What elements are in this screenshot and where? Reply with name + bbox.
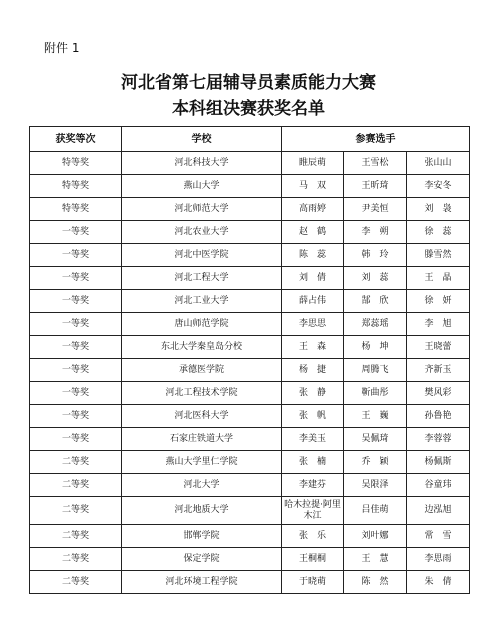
- participant-cell: 刘 袅: [407, 198, 470, 221]
- participant-cell: 张 楠: [282, 451, 344, 474]
- award-cell: 特等奖: [30, 198, 122, 221]
- header-award: 获奖等次: [30, 127, 122, 152]
- participant-cell: 常 雪: [407, 525, 470, 548]
- participant-cell: 薛占伟: [282, 290, 344, 313]
- table-row: [30, 244, 470, 267]
- table-row: [30, 313, 470, 336]
- participant-cell: 王 森: [282, 336, 344, 359]
- participant-cell: 李思思: [282, 313, 344, 336]
- participant-cell: 李美玉: [282, 428, 344, 451]
- participant-cell: 谷童玮: [407, 474, 470, 497]
- participant-cell: 韩 玲: [344, 244, 407, 267]
- participant-cell: 靳曲彤: [344, 382, 407, 405]
- header-school: 学校: [122, 127, 282, 152]
- participant-cell: 吴佩琦: [344, 428, 407, 451]
- award-cell: 一等奖: [30, 382, 122, 405]
- participant-cell: 周腾飞: [344, 359, 407, 382]
- school-cell: 河北工业大学: [122, 290, 282, 313]
- participant-cell: 高雨婷: [282, 198, 344, 221]
- school-cell: 河北环境工程学院: [122, 571, 282, 594]
- table-row: [30, 382, 470, 405]
- participant-cell: 王 巍: [344, 405, 407, 428]
- table-row: [30, 451, 470, 474]
- table-row: [30, 571, 470, 594]
- participant-cell: 杨佩斯: [407, 451, 470, 474]
- school-cell: 燕山大学: [122, 175, 282, 198]
- award-cell: 二等奖: [30, 525, 122, 548]
- award-cell: 二等奖: [30, 451, 122, 474]
- participant-cell: 于晓萌: [282, 571, 344, 594]
- participant-cell: 张 乐: [282, 525, 344, 548]
- participant-cell: 齐新玉: [407, 359, 470, 382]
- award-cell: 二等奖: [30, 497, 122, 525]
- school-cell: 河北农业大学: [122, 221, 282, 244]
- participant-cell: 杨 捷: [282, 359, 344, 382]
- school-cell: 河北地质大学: [122, 497, 282, 525]
- participant-cell: 赵 鹤: [282, 221, 344, 244]
- participant-cell: 王 晶: [407, 267, 470, 290]
- school-cell: 唐山师范学院: [122, 313, 282, 336]
- award-cell: 一等奖: [30, 359, 122, 382]
- table-row: [30, 175, 470, 198]
- table-row: [30, 525, 470, 548]
- school-cell: 石家庄铁道大学: [122, 428, 282, 451]
- participant-cell: 朱 倩: [407, 571, 470, 594]
- participant-cell: 吕佳萌: [344, 497, 407, 525]
- table-row: [30, 336, 470, 359]
- table-row: [30, 497, 470, 525]
- document-subtitle: 本科组决赛获奖名单: [172, 99, 325, 119]
- award-cell: 一等奖: [30, 428, 122, 451]
- school-cell: 承德医学院: [122, 359, 282, 382]
- school-cell: 河北科技大学: [122, 152, 282, 175]
- participant-cell: 郜 欣: [344, 290, 407, 313]
- participant-cell: 尹美恒: [344, 198, 407, 221]
- participant-cell: 张 帆: [282, 405, 344, 428]
- participant-cell: 陈 蕊: [282, 244, 344, 267]
- participant-cell: 张山山: [407, 152, 470, 175]
- participant-cell: 李蓉蓉: [407, 428, 470, 451]
- participant-cell: 王晓蕾: [407, 336, 470, 359]
- award-cell: 二等奖: [30, 571, 122, 594]
- participant-cell: 乔 颖: [344, 451, 407, 474]
- award-cell: 二等奖: [30, 548, 122, 571]
- school-cell: 河北师范大学: [122, 198, 282, 221]
- school-cell: 河北工程技术学院: [122, 382, 282, 405]
- participant-cell: 李 朔: [344, 221, 407, 244]
- table-row: [30, 428, 470, 451]
- table-row: [30, 221, 470, 244]
- award-cell: 一等奖: [30, 244, 122, 267]
- participant-cell: 孙鲁艳: [407, 405, 470, 428]
- participant-cell: 李 旭: [407, 313, 470, 336]
- header-participants: 参赛选手: [282, 127, 470, 152]
- school-cell: 河北中医学院: [122, 244, 282, 267]
- participant-cell: 王雪松: [344, 152, 407, 175]
- table-row: [30, 548, 470, 571]
- award-cell: 一等奖: [30, 405, 122, 428]
- award-cell: 一等奖: [30, 336, 122, 359]
- school-cell: 东北大学秦皇岛分校: [122, 336, 282, 359]
- award-cell: 一等奖: [30, 290, 122, 313]
- participant-cell: 李建芬: [282, 474, 344, 497]
- award-cell: 特等奖: [30, 175, 122, 198]
- award-cell: 一等奖: [30, 313, 122, 336]
- award-cell: 一等奖: [30, 267, 122, 290]
- participant-cell: 樊风彩: [407, 382, 470, 405]
- school-cell: 燕山大学里仁学院: [122, 451, 282, 474]
- participant-cell: 张 静: [282, 382, 344, 405]
- school-cell: 河北医科大学: [122, 405, 282, 428]
- participant-cell: 刘叶娜: [344, 525, 407, 548]
- participant-cell: 徐 妍: [407, 290, 470, 313]
- document-title: 河北省第七届辅导员素质能力大赛: [121, 73, 376, 93]
- participant-cell: 滕雪然: [407, 244, 470, 267]
- table-row: [30, 198, 470, 221]
- award-cell: 二等奖: [30, 474, 122, 497]
- school-cell: 保定学院: [122, 548, 282, 571]
- table-row: [30, 474, 470, 497]
- table-row: [30, 267, 470, 290]
- participant-cell: 哈木拉提·阿里木江: [282, 497, 344, 525]
- participant-cell: 王 慧: [344, 548, 407, 571]
- award-table: [29, 126, 470, 594]
- table-row: [30, 290, 470, 313]
- participant-cell: 郑蕊瑶: [344, 313, 407, 336]
- participant-cell: 徐 蕊: [407, 221, 470, 244]
- table-row: [30, 405, 470, 428]
- school-cell: 邯郸学院: [122, 525, 282, 548]
- participant-cell: 马 双: [282, 175, 344, 198]
- participant-cell: 李安冬: [407, 175, 470, 198]
- school-cell: 河北大学: [122, 474, 282, 497]
- participant-cell: 陈 然: [344, 571, 407, 594]
- table-header-row: [30, 127, 470, 152]
- table-row: [30, 152, 470, 175]
- participant-cell: 刘 蕊: [344, 267, 407, 290]
- participant-cell: 王昕琦: [344, 175, 407, 198]
- participant-cell: 睢辰萌: [282, 152, 344, 175]
- participant-cell: 杨 坤: [344, 336, 407, 359]
- attachment-label: 附件 1: [44, 41, 80, 55]
- table-row: [30, 359, 470, 382]
- participant-cell: 王桐桐: [282, 548, 344, 571]
- participant-cell: 吴限泽: [344, 474, 407, 497]
- participant-cell: 李思雨: [407, 548, 470, 571]
- participant-cell: 边泓旭: [407, 497, 470, 525]
- participant-cell: 刘 倩: [282, 267, 344, 290]
- school-cell: 河北工程大学: [122, 267, 282, 290]
- award-cell: 一等奖: [30, 221, 122, 244]
- award-cell: 特等奖: [30, 152, 122, 175]
